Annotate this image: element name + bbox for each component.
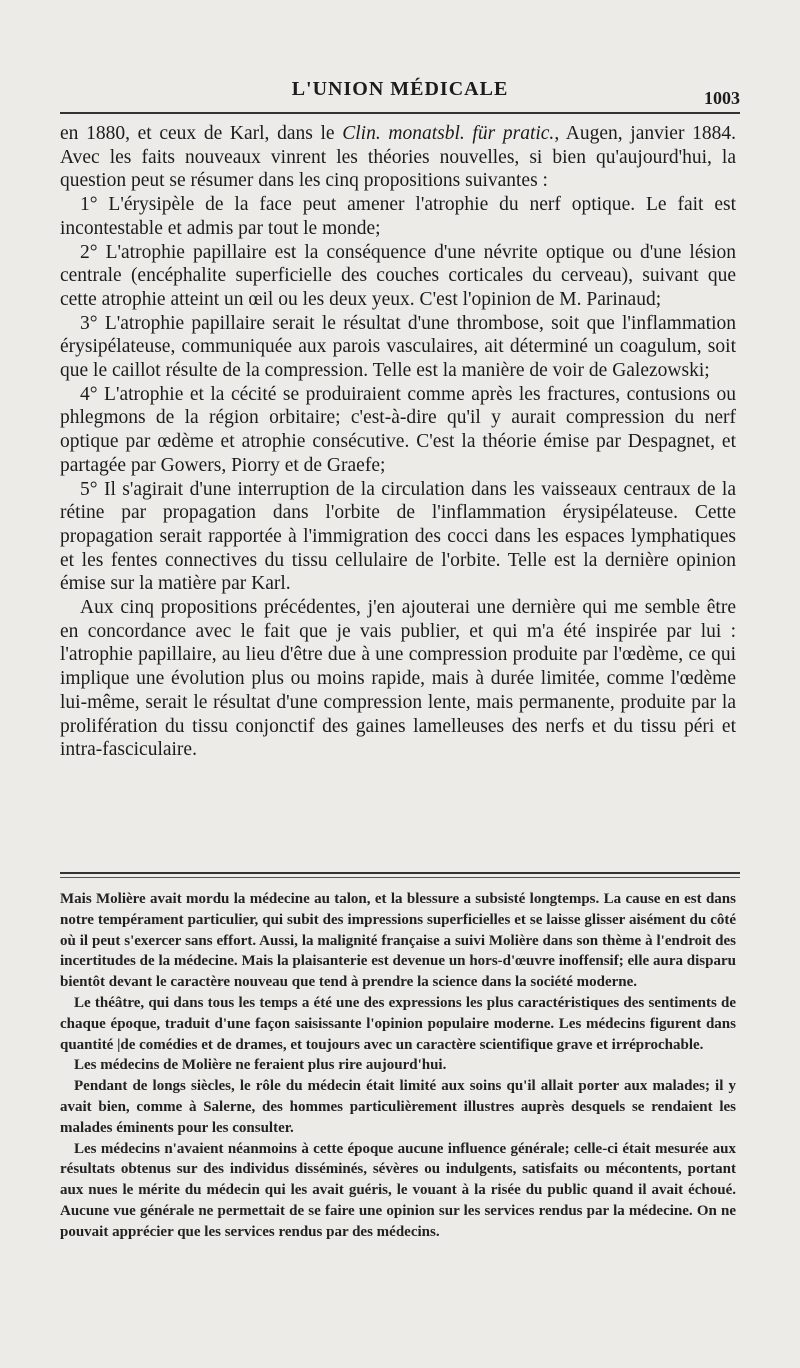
proposition-4: 4° L'atrophie et la cécité se produiraient comme après les fractures, contusions ou phlegmons de la région orbitaire; c'est-à-dire qu'il y aurait compression du nerf optique par œdème et atrophie consécutive. C'est la théorie émise par Despagnet, et partagée par Gowers, Piorry et de Graefe;: [60, 383, 736, 476]
intro-text-end: , Augen, janvier 1884. Avec les faits nouveaux vinrent les théories nouvelles, si bien qu'aujourd'hui, la question peut se résumer dans les cinq propositions suivantes :: [60, 123, 736, 192]
proposition-1: 1° L'érysipèle de la face peut amener l'atrophie du nerf optique. Le fait est incontestable et admis par tout le monde;: [60, 194, 736, 239]
journal-title: L'UNION MÉDICALE: [291, 78, 509, 100]
page-number: 1003: [704, 88, 740, 108]
main-body: [60, 122, 736, 762]
feuilleton-section: [60, 889, 736, 1243]
footnote-rule-thin: [60, 877, 740, 878]
feuilleton-paragraph-2: Le théâtre, qui dans tous les temps a été une des expressions les plus caractéristiques des sentiments de chaque époque, traduit d'une façon saisissante l'opinion populaire moderne. Les médecins figurent dans quantité |de comédies et de drames, et toujours avec un caractère scientifique grave et irréprochable.: [60, 994, 736, 1053]
intro-text-start: en 1880, et ceux de Karl, dans le: [60, 123, 343, 144]
feuilleton-paragraph-5: Les médecins n'avaient néanmoins à cette époque aucune influence générale; celle-ci était mesurée aux résultats obtenus sur des individus disséminés, sévères ou indulgents, satisfaits ou mécontents, portant aux nues le mérite du médecin qui les avait guéris, le vouant à la risée du public quand il avait échoué. Aucune vue générale ne permettait de se faire une opinion sur les services rendus par la médecine. On ne pouvait apprécier que les services rendus par des médecins.: [60, 1140, 736, 1240]
feuilleton-paragraph-4: Pendant de longs siècles, le rôle du médecin était limité aux soins qu'il allait porter aux malades; il y avait bien, comme à Salerne, des hommes particulièrement illustres auprès desquels se rendaient les malades éminents pour les consulter.: [60, 1078, 736, 1136]
journal-citation: Clin. monatsbl. für pratic.: [342, 123, 555, 144]
paragraph-conclusion: Aux cinq propositions précédentes, j'en ajouterai une dernière qui me semble être en concordance avec le fait que je vais publier, et qui m'a été inspirée par lui : l'atrophie papillaire, au lieu d'être due à une compression produite par l'œdème, ce qui implique une évolution plus ou moins rapide, mais à durée limitée, comme l'œdème lui-même, serait le résultat d'une compression lente, mais permanente, produite par la prolifération du tissu conjonctif des gaines lamelleuses des nerfs et du tissu péri et intra-fasciculaire.: [60, 597, 736, 761]
feuilleton-paragraph-1: Mais Molière avait mordu la médecine au talon, et la blessure a subsisté longtemps. La cause en est dans notre tempérament particulier, qui subit des impressions superficielles et se laisse glisser aisément du côté où il peut s'exercer sans effort. Aussi, la malignité française a suivi Molière dans son thème à l'endroit des incertitudes de la médecine. Mais la plaisanterie est devenue un hors-d'œuvre inoffensif; elle aura disparu bientôt devant le caractère nouveau que tend à prendre la science dans la société moderne.: [60, 891, 736, 991]
footnote-rule: [60, 872, 740, 874]
header-rule: [60, 112, 740, 114]
paragraph-intro: [60, 122, 736, 193]
proposition-5: 5° Il s'agirait d'une interruption de la circulation dans les vaisseaux centraux de la rétine par propagation dans l'orbite de l'inflammation érysipélateuse. Cette propagation serait rapportée à l'immigration des cocci dans les espaces lymphatiques et les fentes connectives du tissu cellulaire de l'orbite. Telle est la dernière opinion émise sur la matière par Karl.: [60, 478, 736, 595]
running-header: [60, 78, 740, 112]
feuilleton-paragraph-3: Les médecins de Molière ne feraient plus rire aujourd'hui.: [74, 1057, 447, 1074]
proposition-3: 3° L'atrophie papillaire serait le résultat d'une thrombose, soit que l'inflammation érysipélateuse, communiquée aux parois vasculaires, ait déterminé un coagulum, soit que le caillot résulte de la compression. Telle est la manière de voir de Galezowski;: [60, 312, 736, 382]
proposition-2: 2° L'atrophie papillaire est la conséquence d'une névrite optique ou d'une lésion centrale (encéphalite superficielle des couches corticales du cerveau), suivant que cette atrophie atteint un œil ou les deux yeux. C'est l'opinion de M. Parinaud;: [60, 241, 736, 310]
